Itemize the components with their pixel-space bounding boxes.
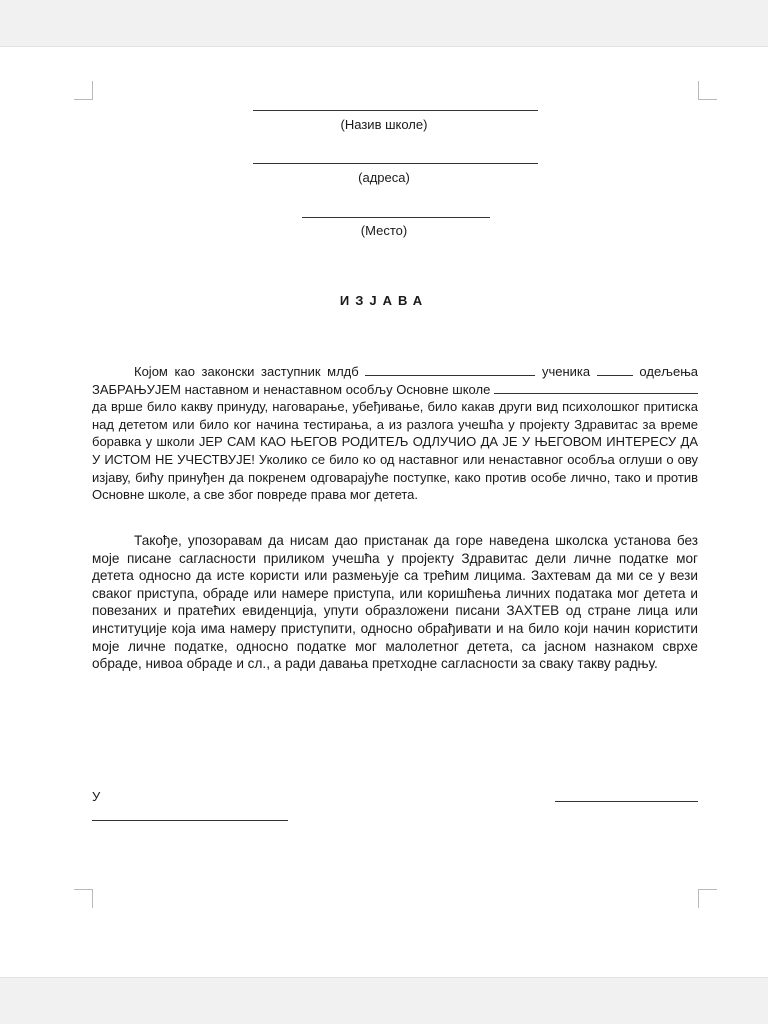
paragraph-text: одељења ЗАБРАЊУЈЕМ наставном и ненаставном особљу Основне школе	[92, 364, 698, 397]
paragraph-text: ученика	[541, 364, 591, 379]
signature-line	[555, 801, 698, 802]
paragraph-text: Такође, упозоравам да нисам дао пристанак да горе наведена школска установа без моје писане сагласности приликом учешћа у пројекту Здравитас дели личне податке мог детета односно да исте користи или размењује са трећим лицима. Захтевам да ми се у вези сваког приступа, обраде или намере приступа, или коришћења личних података мог детета и повезаних и пратећих евиденција, упути образложени писани ЗАХТЕВ од стране лица или институције која има намеру приступити, односно обрађивати и на било који начин користити моје личне податке, односно податке мог малолетног детета, са јасном назнаком сврхе обраде, нивоа обраде и сл., а ради давања претходне сагласности за сваку такву радњу.	[92, 533, 698, 672]
address-caption: (адреса)	[358, 170, 410, 185]
school-name-line	[253, 110, 538, 111]
data-protection-paragraph	[92, 532, 698, 673]
paragraph-text: Којом као законски заступник млдб	[134, 364, 359, 379]
school-blank	[494, 383, 698, 394]
place-date-line	[92, 820, 288, 821]
declaration-paragraph	[92, 363, 698, 504]
address-line	[253, 163, 538, 164]
page-corner-mark	[698, 81, 717, 100]
place-line	[302, 217, 490, 218]
place-caption: (Место)	[360, 223, 408, 238]
page-corner-mark	[74, 81, 93, 100]
document-title: ИЗЈАВА	[339, 293, 429, 308]
page-corner-mark	[698, 889, 717, 908]
paragraph-text: да врше било какву принуду, наговарање, убеђивање, било какав други вид психолошког притиска над дететом или било ког начина тестирања, а из разлога учешћа у пројекту Здравитас за време боравка у школи ЈЕР САМ КАО ЊЕГОВ РОДИТЕЉ ОДЛУЧИО ДА ЈЕ У ЊЕГОВОМ ИНТЕРЕСУ ДА У ИСТОМ НЕ УЧЕСТВУЈЕ! Уколико се било ко од наставног или ненаставног особља оглуши о ову изјаву, бићу принуђен да покренем одговарајуће поступке, како против особе лично, тако и против Основне школе, а све због повреде права мог детета.	[92, 399, 698, 503]
page-corner-mark	[74, 889, 93, 908]
student-name-blank	[365, 365, 535, 376]
school-name-caption: (Назив школе)	[340, 117, 428, 132]
document-page	[0, 46, 768, 978]
class-number-blank	[597, 365, 633, 376]
place-prefix: У	[92, 789, 101, 804]
